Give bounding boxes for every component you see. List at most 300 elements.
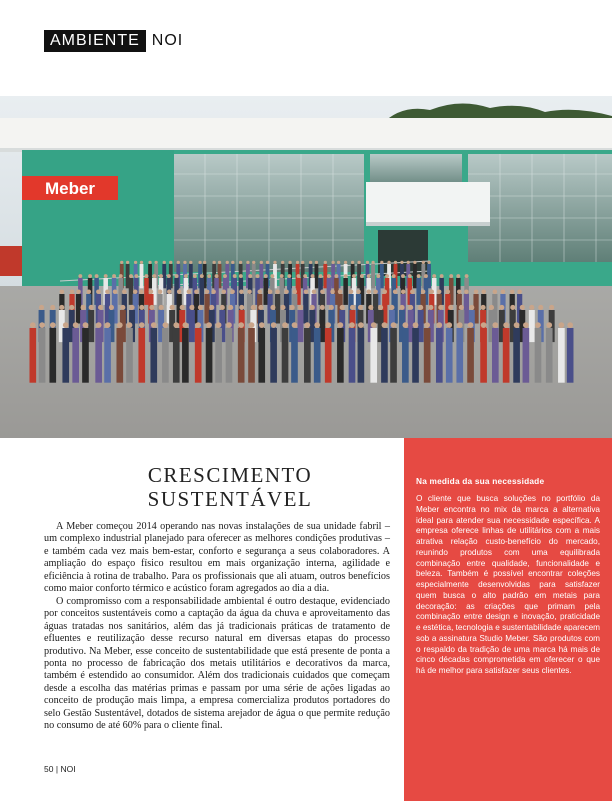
crowd-head bbox=[340, 305, 345, 310]
crowd-head bbox=[360, 274, 364, 278]
crowd-figure bbox=[480, 328, 487, 383]
crowd-head bbox=[438, 305, 443, 310]
crowd-figure bbox=[298, 310, 304, 342]
crowd-head bbox=[351, 261, 354, 264]
crowd-head bbox=[206, 322, 212, 328]
crowd-figure bbox=[258, 328, 265, 383]
crowd-head bbox=[432, 274, 436, 278]
crowd-head bbox=[218, 261, 221, 264]
page-number: 50 bbox=[44, 764, 54, 774]
crowd-figure bbox=[182, 328, 189, 383]
crowd-figure bbox=[529, 310, 535, 342]
crowd-head bbox=[129, 274, 133, 278]
crowd-head bbox=[337, 261, 340, 264]
crowd-head bbox=[288, 261, 291, 264]
crowd-head bbox=[427, 261, 430, 264]
crowd-head bbox=[481, 290, 486, 295]
crowd-head bbox=[60, 290, 64, 295]
crowd-head bbox=[134, 274, 138, 278]
crowd-head bbox=[331, 261, 334, 264]
crowd-figure bbox=[535, 328, 542, 383]
crowd-head bbox=[163, 261, 166, 264]
crowd-head bbox=[296, 261, 299, 264]
crowd-head bbox=[320, 305, 325, 310]
sidebar-text: O cliente que busca soluções no portfólio da Meber encontra no mix da marca a alternativa ideal para atender sua necessidade específica. A empresa oferece linhas de utilitários com a mais atrativa relação custo-benefício do mercado, reunindo produtos com uma equilibrada combinação entre qualidade, funcionalidade e beleza. Também é possível encontrar coleções especialmente desenvolvidas para satisfazer quem busca o alto padrão em metais para decoração: as criações que primam pela combinação entre design e inovação, praticidade e estética, tecnologia e sustentabilidade aparecem sob a assinatura Studio Meber. São produtos com o respaldo da tradição de uma marca há mais de cinco décadas comprometida em oferecer o que há de melhor para satisfazer seus clientes. bbox=[416, 494, 600, 675]
crowd-head bbox=[89, 305, 94, 310]
crowd-head bbox=[385, 274, 389, 278]
crowd-head bbox=[194, 290, 199, 295]
crowd-head bbox=[149, 290, 154, 295]
crowd-head bbox=[408, 305, 413, 310]
crowd-head bbox=[329, 305, 334, 310]
crowd-head bbox=[503, 322, 509, 328]
crowd-head bbox=[273, 261, 276, 264]
crowd-head bbox=[373, 290, 378, 295]
crowd-head bbox=[514, 322, 520, 328]
crowd-figure bbox=[546, 328, 553, 383]
crowd-head bbox=[280, 274, 284, 278]
crowd-head bbox=[330, 290, 335, 295]
crowd-head bbox=[96, 290, 101, 295]
crowd-head bbox=[324, 261, 327, 264]
crowd-figure bbox=[140, 264, 144, 288]
crowd-figure bbox=[150, 328, 157, 383]
crowd-head bbox=[399, 305, 404, 310]
crowd-figure bbox=[513, 328, 520, 383]
crowd-head bbox=[293, 290, 298, 295]
crowd-figure bbox=[567, 328, 574, 383]
crowd-head bbox=[358, 305, 363, 310]
crowd-figure bbox=[416, 278, 421, 305]
crowd-figure bbox=[358, 328, 365, 383]
crowd-figure bbox=[238, 328, 245, 383]
crowd-head bbox=[39, 322, 45, 328]
crowd-head bbox=[139, 322, 145, 328]
crowd-head bbox=[173, 322, 179, 328]
crowd-head bbox=[96, 322, 102, 328]
crowd-head bbox=[393, 290, 398, 295]
crowd-head bbox=[304, 322, 310, 328]
crowd-head bbox=[281, 261, 284, 264]
crowd-head bbox=[303, 274, 307, 278]
crowd-head bbox=[510, 290, 515, 295]
crowd-head bbox=[189, 305, 194, 310]
crowd-head bbox=[180, 305, 185, 310]
crowd-head bbox=[284, 290, 289, 295]
crowd-head bbox=[394, 261, 397, 264]
crowd-head bbox=[151, 322, 157, 328]
crowd-head bbox=[389, 305, 394, 310]
crowd-head bbox=[39, 305, 44, 310]
crowd-head bbox=[104, 274, 108, 278]
crowd-head bbox=[446, 322, 452, 328]
crowd-head bbox=[325, 322, 331, 328]
crowd-head bbox=[400, 261, 403, 264]
crowd-head bbox=[256, 274, 260, 278]
crowd-figure bbox=[162, 328, 169, 383]
crowd-head bbox=[314, 322, 320, 328]
crowd-figure bbox=[195, 328, 202, 383]
crowd-figure bbox=[189, 264, 193, 288]
crowd-head bbox=[127, 322, 133, 328]
crowd-head bbox=[134, 261, 137, 264]
crowd-head bbox=[457, 322, 463, 328]
crowd-head bbox=[489, 305, 494, 310]
crowd-head bbox=[481, 322, 487, 328]
crowd-head bbox=[410, 290, 415, 295]
crowd-head bbox=[275, 290, 280, 295]
crowd-head bbox=[417, 274, 421, 278]
crowd-head bbox=[112, 274, 116, 278]
crowd-head bbox=[259, 322, 265, 328]
crowd-head bbox=[469, 305, 474, 310]
crowd-head bbox=[464, 290, 469, 295]
crowd-head bbox=[231, 261, 234, 264]
crowd-head bbox=[119, 274, 123, 278]
crowd-head bbox=[249, 322, 255, 328]
crowd-head bbox=[233, 274, 237, 278]
footer-separator: | bbox=[55, 764, 59, 774]
crowd-head bbox=[133, 290, 138, 295]
section-header bbox=[44, 30, 183, 52]
crowd-head bbox=[187, 290, 192, 295]
crowd-head bbox=[301, 261, 304, 264]
crowd-head bbox=[169, 261, 172, 264]
crowd-head bbox=[139, 305, 144, 310]
crowd-head bbox=[309, 261, 312, 264]
crowd-head bbox=[270, 274, 274, 278]
crowd-head bbox=[239, 305, 244, 310]
crowd-head bbox=[510, 305, 515, 310]
article-paragraph-2: O compromisso com a responsabilidade ambiental é outro destaque, evidenciado por conceitos sustentáveis como a captação da água da chuva e aproveitamento das águas tratadas nos sanitários, além das já tradicionais práticas de tratamento de efluentes e reutilização desse recurso natural em diversas etapas do processo produtivo. Na Meber, esse conceito de sustentabilidade que está presente de ponta a ponta no processo de fabricação dos metais utilitários e decorativos da marca, também é estendido ao consumidor. Além dos tradicionais cuidados que começam desde a escolha das matérias primas e passam por uma série de ações ligadas ao conceito de produção mais limpa, a empresa comercializa produtos portadores do selo Gestão Sustentável, dotados de sistema arejador de água o que permite redução no consumo de até 60% para o cliente final. bbox=[44, 595, 390, 732]
crowd-figure bbox=[523, 328, 530, 383]
crowd-head bbox=[73, 322, 79, 328]
crowd-head bbox=[290, 305, 295, 310]
crowd-head bbox=[264, 274, 268, 278]
crowd-head bbox=[209, 305, 214, 310]
crowd-figure bbox=[291, 328, 298, 383]
crowd-head bbox=[216, 322, 222, 328]
crowd-head bbox=[246, 261, 249, 264]
crowd-head bbox=[175, 274, 179, 278]
crowd-figure bbox=[144, 278, 149, 305]
meber-sign: Meber bbox=[44, 179, 96, 198]
crowd-figure bbox=[138, 328, 145, 383]
crowd-figure bbox=[349, 328, 356, 383]
crowd-head bbox=[436, 322, 442, 328]
crowd-head bbox=[559, 322, 565, 328]
crowd-head bbox=[422, 261, 425, 264]
crowd-head bbox=[493, 290, 498, 295]
crowd-head bbox=[159, 305, 164, 310]
crowd-figure bbox=[373, 294, 378, 324]
crowd-head bbox=[200, 274, 204, 278]
crowd-figure bbox=[390, 328, 397, 383]
crowd-figure bbox=[49, 328, 56, 383]
crowd-figure bbox=[259, 264, 263, 288]
crowd-head bbox=[380, 261, 383, 264]
crowd-head bbox=[50, 305, 55, 310]
crowd-head bbox=[424, 322, 430, 328]
crowd-figure bbox=[189, 310, 195, 342]
crowd-head bbox=[350, 305, 355, 310]
crowd-head bbox=[258, 305, 263, 310]
crowd-head bbox=[113, 290, 118, 295]
crowd-figure bbox=[215, 328, 222, 383]
crowd-figure bbox=[263, 278, 268, 305]
crowd-head bbox=[105, 322, 111, 328]
crowd-head bbox=[357, 261, 360, 264]
crowd-head bbox=[367, 290, 372, 295]
crowd-head bbox=[207, 274, 211, 278]
crowd-head bbox=[144, 274, 148, 278]
crowd-figure bbox=[424, 328, 431, 383]
crowd-head bbox=[238, 322, 244, 328]
crowd-head bbox=[226, 261, 229, 264]
crowd-head bbox=[437, 290, 442, 295]
crowd-figure bbox=[314, 328, 321, 383]
crowd-head bbox=[198, 261, 201, 264]
crowd-head bbox=[311, 274, 315, 278]
crowd-head bbox=[154, 261, 157, 264]
crowd-head bbox=[298, 305, 303, 310]
crowd-head bbox=[367, 274, 371, 278]
crowd-head bbox=[424, 274, 428, 278]
crowd-head bbox=[338, 322, 344, 328]
crowd-head bbox=[280, 305, 285, 310]
crowd-figure bbox=[303, 294, 308, 324]
crowd-head bbox=[183, 261, 186, 264]
crowd-figure bbox=[436, 328, 443, 383]
crowd-head bbox=[251, 305, 256, 310]
crowd-head bbox=[392, 274, 396, 278]
crowd-head bbox=[366, 261, 369, 264]
crowd-head bbox=[413, 261, 416, 264]
crowd-head bbox=[230, 290, 235, 295]
crowd-head bbox=[546, 322, 552, 328]
crowd-head bbox=[538, 305, 543, 310]
crowd-head bbox=[304, 290, 309, 295]
crowd-head bbox=[449, 274, 453, 278]
crowd-head bbox=[59, 305, 64, 310]
crowd-head bbox=[50, 322, 56, 328]
crowd-figure bbox=[126, 328, 133, 383]
crowd-head bbox=[122, 290, 127, 295]
crowd-head bbox=[468, 322, 474, 328]
crowd-head bbox=[368, 305, 373, 310]
crowd-figure bbox=[503, 328, 510, 383]
crowd-figure bbox=[248, 328, 255, 383]
crowd-head bbox=[282, 322, 288, 328]
crowd-head bbox=[270, 305, 275, 310]
crowd-head bbox=[215, 274, 219, 278]
crowd-head bbox=[459, 305, 464, 310]
crowd-figure bbox=[39, 328, 46, 383]
crowd-head bbox=[334, 274, 338, 278]
crowd-figure bbox=[88, 310, 94, 342]
crowd-head bbox=[120, 261, 123, 264]
crowd-head bbox=[391, 322, 397, 328]
footer-magazine: NOI bbox=[60, 764, 76, 774]
crowd-head bbox=[148, 261, 151, 264]
crowd-head bbox=[222, 290, 227, 295]
crowd-figure bbox=[29, 328, 36, 383]
crowd-head bbox=[344, 261, 347, 264]
crowd-head bbox=[268, 290, 273, 295]
crowd-head bbox=[481, 305, 486, 310]
crowd-head bbox=[567, 322, 573, 328]
crowd-head bbox=[30, 322, 36, 328]
crowd-head bbox=[403, 322, 409, 328]
crowd-head bbox=[177, 261, 180, 264]
crowd-figure bbox=[82, 328, 89, 383]
crowd-head bbox=[271, 322, 277, 328]
crowd-figure bbox=[200, 278, 205, 305]
crowd-head bbox=[226, 322, 232, 328]
crowd-figure bbox=[314, 264, 318, 288]
crowd-head bbox=[440, 274, 444, 278]
crowd-figure bbox=[173, 328, 180, 383]
crowd-figure bbox=[446, 328, 453, 383]
crowd-head bbox=[83, 322, 89, 328]
crowd-head bbox=[158, 290, 163, 295]
crowd-head bbox=[139, 290, 144, 295]
crowd-head bbox=[408, 274, 412, 278]
crowd-head bbox=[257, 290, 262, 295]
crowd-head bbox=[177, 290, 182, 295]
crowd-head bbox=[315, 261, 318, 264]
crowd-head bbox=[266, 261, 269, 264]
crowd-head bbox=[378, 305, 383, 310]
crowd-head bbox=[69, 305, 74, 310]
crowd-head bbox=[352, 274, 356, 278]
crowd-head bbox=[140, 261, 143, 264]
crowd-head bbox=[170, 305, 175, 310]
crowd-head bbox=[95, 274, 99, 278]
crowd-head bbox=[429, 290, 434, 295]
crowd-head bbox=[474, 290, 479, 295]
crowd-head bbox=[382, 322, 388, 328]
crowd-figure bbox=[270, 328, 277, 383]
crowd-head bbox=[159, 274, 163, 278]
crowd-head bbox=[376, 274, 380, 278]
crowd-head bbox=[109, 305, 114, 310]
magazine-name: NOI bbox=[151, 32, 184, 49]
crowd-head bbox=[383, 290, 388, 295]
article-title-line1: CRESCIMENTO bbox=[147, 463, 313, 487]
crowd-figure bbox=[402, 328, 409, 383]
crowd-head bbox=[129, 305, 134, 310]
crowd-head bbox=[327, 274, 331, 278]
crowd-figure bbox=[467, 328, 474, 383]
crowd-head bbox=[549, 305, 554, 310]
crowd-head bbox=[184, 274, 188, 278]
crowd-head bbox=[529, 305, 534, 310]
sidebar-title: Na medida da sua necessidade bbox=[416, 476, 545, 486]
crowd-head bbox=[523, 322, 529, 328]
crowd-head bbox=[501, 290, 506, 295]
crowd-figure bbox=[558, 328, 565, 383]
crowd-head bbox=[349, 290, 354, 295]
crowd-head bbox=[195, 322, 201, 328]
crowd-head bbox=[81, 305, 86, 310]
crowd-head bbox=[126, 261, 129, 264]
crowd-head bbox=[189, 261, 192, 264]
crowd-head bbox=[407, 261, 410, 264]
crowd-figure bbox=[464, 294, 469, 324]
crowd-head bbox=[203, 261, 206, 264]
section-tag: AMBIENTE bbox=[44, 30, 146, 52]
crowd-head bbox=[163, 322, 169, 328]
crowd-figure bbox=[325, 328, 332, 383]
crowd-head bbox=[287, 274, 291, 278]
crowd-figure bbox=[413, 264, 417, 288]
crowd-head bbox=[492, 322, 498, 328]
crowd-head bbox=[120, 305, 125, 310]
crowd-head bbox=[371, 261, 374, 264]
crowd-head bbox=[70, 290, 75, 295]
crowd-head bbox=[418, 305, 423, 310]
page-footer bbox=[44, 764, 76, 774]
crowd-head bbox=[456, 274, 460, 278]
crowd-head bbox=[344, 274, 348, 278]
article-title-line2: SUSTENTÁVEL bbox=[147, 487, 313, 511]
crowd-head bbox=[167, 290, 172, 295]
crowd-head bbox=[499, 305, 504, 310]
factory-group-photo bbox=[0, 96, 612, 438]
crowd-head bbox=[239, 290, 244, 295]
crowd-head bbox=[349, 322, 355, 328]
crowd-figure bbox=[62, 328, 69, 383]
crowd-figure bbox=[206, 328, 213, 383]
crowd-head bbox=[387, 261, 390, 264]
crowd-figure bbox=[129, 278, 134, 305]
crowd-head bbox=[371, 322, 377, 328]
crowd-figure bbox=[371, 264, 375, 288]
crowd-figure bbox=[370, 328, 377, 383]
crowd-head bbox=[448, 305, 453, 310]
crowd-figure bbox=[381, 328, 388, 383]
crowd-head bbox=[211, 290, 216, 295]
crowd-head bbox=[428, 305, 433, 310]
crowd-head bbox=[223, 274, 227, 278]
crowd-head bbox=[247, 290, 252, 295]
crowd-head bbox=[421, 290, 426, 295]
crowd-head bbox=[260, 261, 263, 264]
article-body bbox=[44, 521, 390, 733]
crowd-head bbox=[319, 274, 323, 278]
crowd-head bbox=[535, 322, 541, 328]
crowd-head bbox=[205, 290, 210, 295]
crowd-head bbox=[239, 274, 243, 278]
crowd-figure bbox=[95, 328, 102, 383]
crowd-head bbox=[457, 290, 462, 295]
crowd-head bbox=[88, 274, 92, 278]
crowd-head bbox=[248, 274, 252, 278]
article-paragraph-1: A Meber começou 2014 operando nas novas instalações de sua unidade fabril – um complexo industrial planejado para oferecer as melhores condições produtivas – e também cada vez mais bem-estar, conforto e segurança a seus colaboradores. A ampliação do espaço físico resultou em mais organização interna, agilidade e eficiência à rotina de trabalho. Para os profissionais que ali atuam, outros benefícios como maior conforto térmico e acústico foram agregados ao dia a dia. bbox=[44, 521, 390, 595]
crowd-head bbox=[167, 274, 171, 278]
crowd-figure bbox=[412, 328, 419, 383]
crowd-head bbox=[446, 290, 451, 295]
crowd-head bbox=[212, 261, 215, 264]
crowd-figure bbox=[116, 328, 123, 383]
crowd-head bbox=[297, 274, 301, 278]
crowd-head bbox=[183, 322, 189, 328]
crowd-head bbox=[517, 290, 522, 295]
crowd-head bbox=[413, 322, 419, 328]
crowd-head bbox=[78, 274, 82, 278]
crowd-head bbox=[292, 322, 298, 328]
